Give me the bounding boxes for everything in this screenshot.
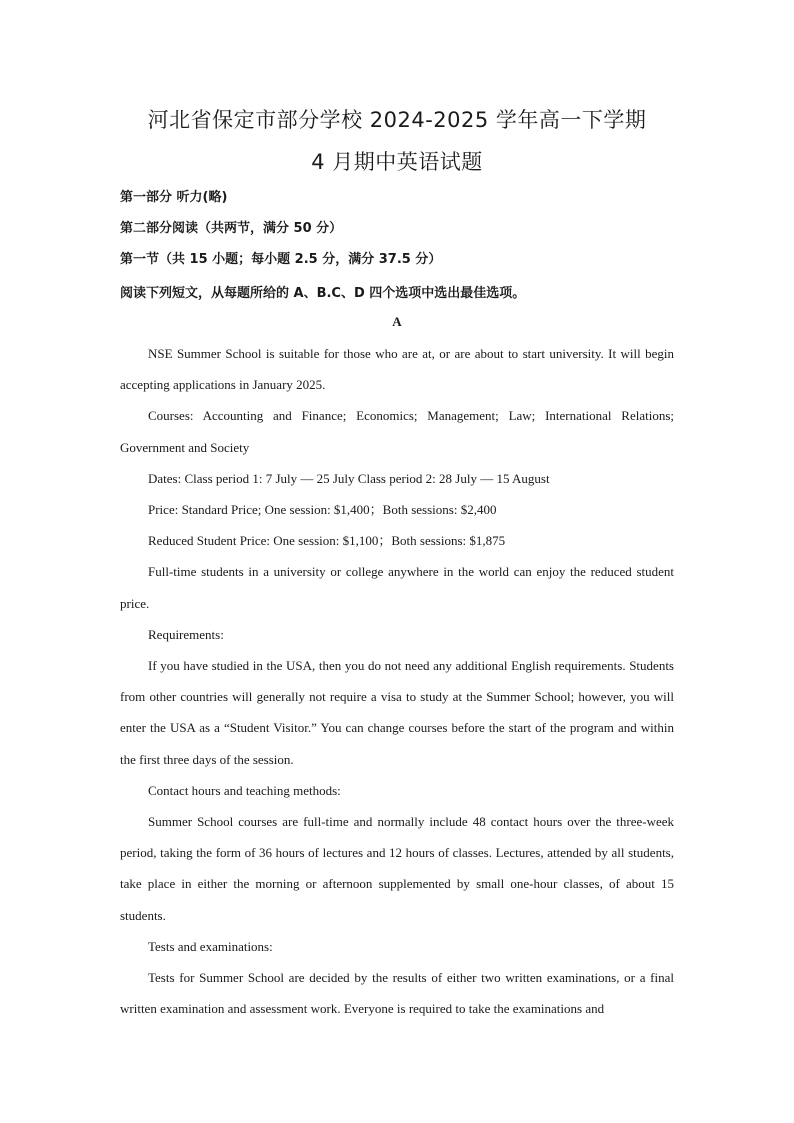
paragraph: Summer School courses are full-time and normally include 48 contact hours over the three-week period, taking the form of 36 hours of lectures and 12 hours of classes. Lectures, attended by all students, take place in either the morning or afternoon supplemented by small one-hour classes, of about 15 students.	[120, 814, 674, 923]
paragraph: If you have studied in the USA, then you do not need any additional English requirements. Students from other countries will generally not require a visa to study at the Summer School; however, you will enter the USA as a “Student Visitor.” You can change courses before the start of the program and within the first three days of the session.	[120, 658, 674, 767]
document-title-line-1: 河北省保定市部分学校 2024-2025 学年高一下学期	[147, 108, 647, 132]
paragraph: NSE Summer School is suitable for those who are at, or are about to start university. It will begin accepting applications in January 2025.	[120, 346, 674, 393]
part-2-heading: 第二部分阅读（共两节，满分 50 分）	[120, 221, 343, 236]
paragraph: Tests and examinations:	[148, 938, 273, 954]
part-1-heading: 第一部分 听力(略)	[120, 190, 228, 205]
document-title-line-2: 4 月期中英语试题	[311, 150, 483, 174]
section-1-heading: 第一节（共 15 小题；每小题 2.5 分，满分 37.5 分）	[120, 252, 442, 267]
instruction-text: 阅读下列短文，从每题所给的 A、B.C、D 四个选项中选出最佳选项。	[120, 286, 526, 301]
passage-body	[120, 338, 674, 1024]
paragraph: Tests for Summer School are decided by the results of either two written examinations, or a final written examination and assessment work. Everyone is required to take the examinations and	[120, 970, 674, 1017]
passage-label: A	[392, 314, 402, 329]
paragraph: Price: Standard Price; One session: $1,400；Both sessions: $2,400	[148, 502, 497, 518]
paragraph: Reduced Student Price: One session: $1,100；Both sessions: $1,875	[148, 533, 506, 549]
paragraph: Requirements:	[148, 626, 224, 642]
paragraph: Dates: Class period 1: 7 July — 25 July Class period 2: 28 July — 15 August	[148, 470, 550, 486]
paragraph: Full-time students in a university or college anywhere in the world can enjoy the reduced student price.	[120, 564, 674, 611]
paragraph: Contact hours and teaching methods:	[148, 782, 341, 798]
paragraph: Courses: Accounting and Finance; Economics; Management; Law; International Relations; Government and Society	[120, 408, 674, 455]
